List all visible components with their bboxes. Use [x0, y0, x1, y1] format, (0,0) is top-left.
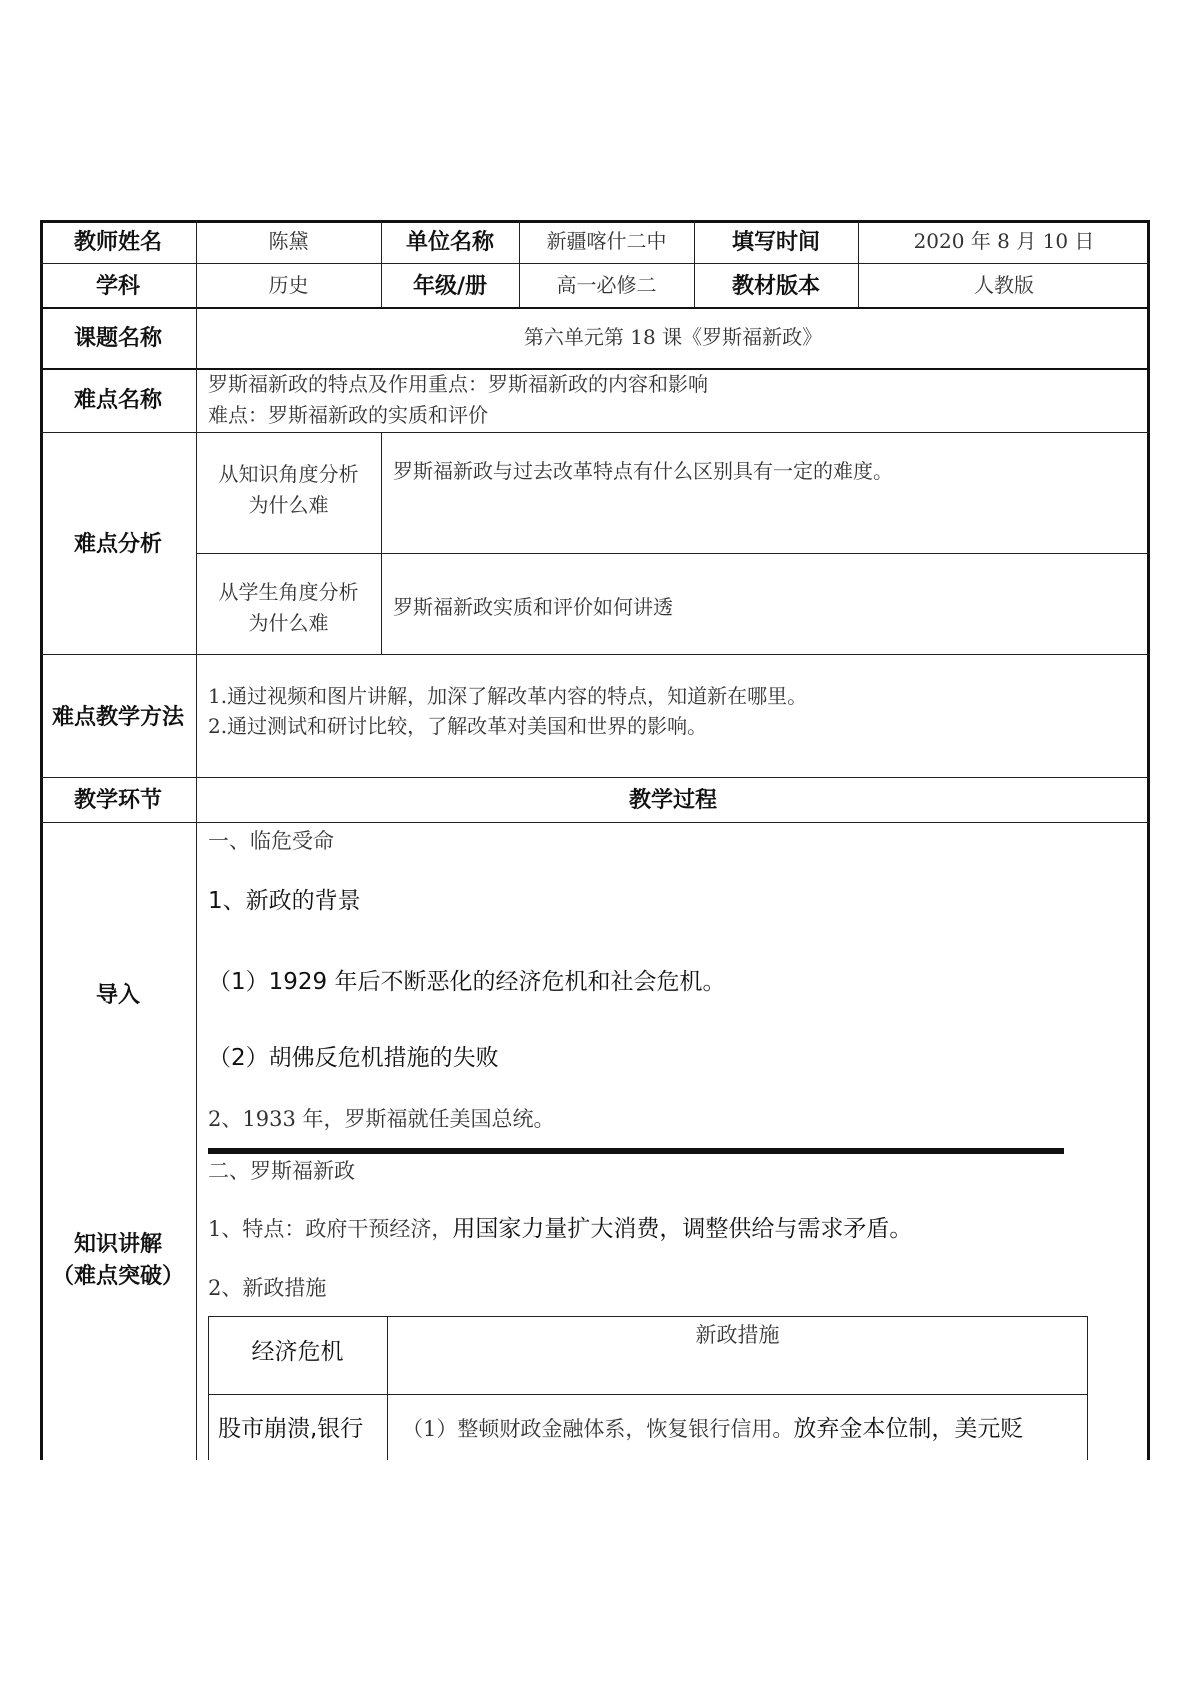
knowledge-feature	[208, 1216, 912, 1244]
knowledge-stage-label-1: 知识讲解	[73, 1232, 162, 1257]
difficulty-label: 难点名称	[73, 388, 162, 413]
measures-col1-header: 经济危机	[251, 1339, 344, 1365]
col-divider	[196, 220, 197, 1460]
date-value: 2020 年 8 月 10 日	[913, 229, 1095, 253]
row-divider	[40, 822, 1150, 823]
row-divider	[40, 307, 1150, 309]
analysis-label: 难点分析	[73, 532, 162, 557]
edition-value: 人教版	[974, 273, 1034, 297]
method-line-1: 1.通过视频和图片讲解，加深了解改革内容的特点，知道新在哪里。	[208, 684, 808, 708]
date-label: 填写时间	[731, 230, 820, 255]
intro-item-1: 1、新政的背景	[208, 888, 361, 914]
measures-row1-col2	[402, 1416, 1023, 1444]
measures-title: 2、新政措施	[208, 1276, 327, 1300]
unit-label: 单位名称	[405, 230, 494, 255]
student-angle-text: 罗斯福新政实质和评价如何讲透	[393, 595, 673, 619]
teacher-label: 教师姓名	[73, 230, 162, 255]
measures-col2-header: 新政措施	[695, 1323, 780, 1347]
knowledge-stage-label-2: （难点突破）	[51, 1264, 184, 1289]
teacher-value: 陈黛	[268, 229, 309, 253]
row-divider	[196, 553, 1150, 554]
intro-item-2: 2、1933 年，罗斯福就任美国总统。	[208, 1107, 555, 1131]
knowledge-angle-label-1: 从知识角度分析	[218, 462, 359, 486]
measures-row1-col1: 股市崩溃,银行	[218, 1416, 364, 1442]
section-separator	[208, 1148, 1064, 1154]
intro-stage-label: 导入	[95, 983, 140, 1008]
row-divider	[40, 368, 1150, 370]
row-divider	[40, 432, 1150, 433]
knowledge-section-title: 二、罗斯福新政	[208, 1159, 355, 1183]
grade-value: 高一必修二	[556, 273, 657, 297]
measures-row1-col2-a: （1）整顿财政金融体系，恢复银行信用。	[402, 1417, 794, 1441]
topic-value: 第六单元第 18 课《罗斯福新政》	[523, 325, 823, 349]
topic-label: 课题名称	[73, 326, 162, 351]
difficulty-line-1: 罗斯福新政的特点及作用重点：罗斯福新政的内容和影响	[208, 372, 708, 396]
feature-rest: 用国家力量扩大消费，调整供给与需求矛盾。	[452, 1216, 913, 1242]
grade-label: 年级/册	[412, 274, 488, 299]
knowledge-angle-text: 罗斯福新政与过去改革特点有什么区别具有一定的难度。	[393, 459, 893, 483]
difficulty-line-2: 难点：罗斯福新政的实质和评价	[208, 403, 488, 427]
lesson-plan-table	[40, 220, 1150, 1460]
measures-row-divider	[208, 1394, 1088, 1395]
intro-item-1-2: （2）胡佛反危机措施的失败	[208, 1045, 499, 1071]
method-line-2: 2.通过测试和研讨比较，了解改革对美国和世界的影响。	[208, 714, 708, 738]
col-divider	[381, 432, 382, 654]
row-divider	[40, 777, 1150, 778]
intro-item-1-1: （1）1929 年后不断恶化的经济危机和社会危机。	[208, 969, 726, 995]
intro-section-title: 一、临危受命	[208, 829, 334, 853]
measures-row1-col2-b: 放弃金本位制，美元贬	[793, 1416, 1024, 1442]
subject-value: 历史	[268, 273, 309, 297]
subject-label: 学科	[95, 274, 140, 299]
unit-value: 新疆喀什二中	[546, 229, 667, 253]
method-label: 难点教学方法	[51, 705, 184, 730]
row-divider	[40, 263, 1150, 264]
row-divider	[40, 654, 1150, 655]
stage-header: 教学环节	[73, 788, 162, 813]
feature-prefix: 1、特点：政府干预经济，	[208, 1217, 453, 1241]
student-angle-label-1: 从学生角度分析	[218, 580, 359, 604]
process-header: 教学过程	[628, 788, 717, 813]
knowledge-angle-label-2: 为什么难	[248, 493, 329, 517]
student-angle-label-2: 为什么难	[248, 611, 329, 635]
edition-label: 教材版本	[731, 274, 820, 299]
